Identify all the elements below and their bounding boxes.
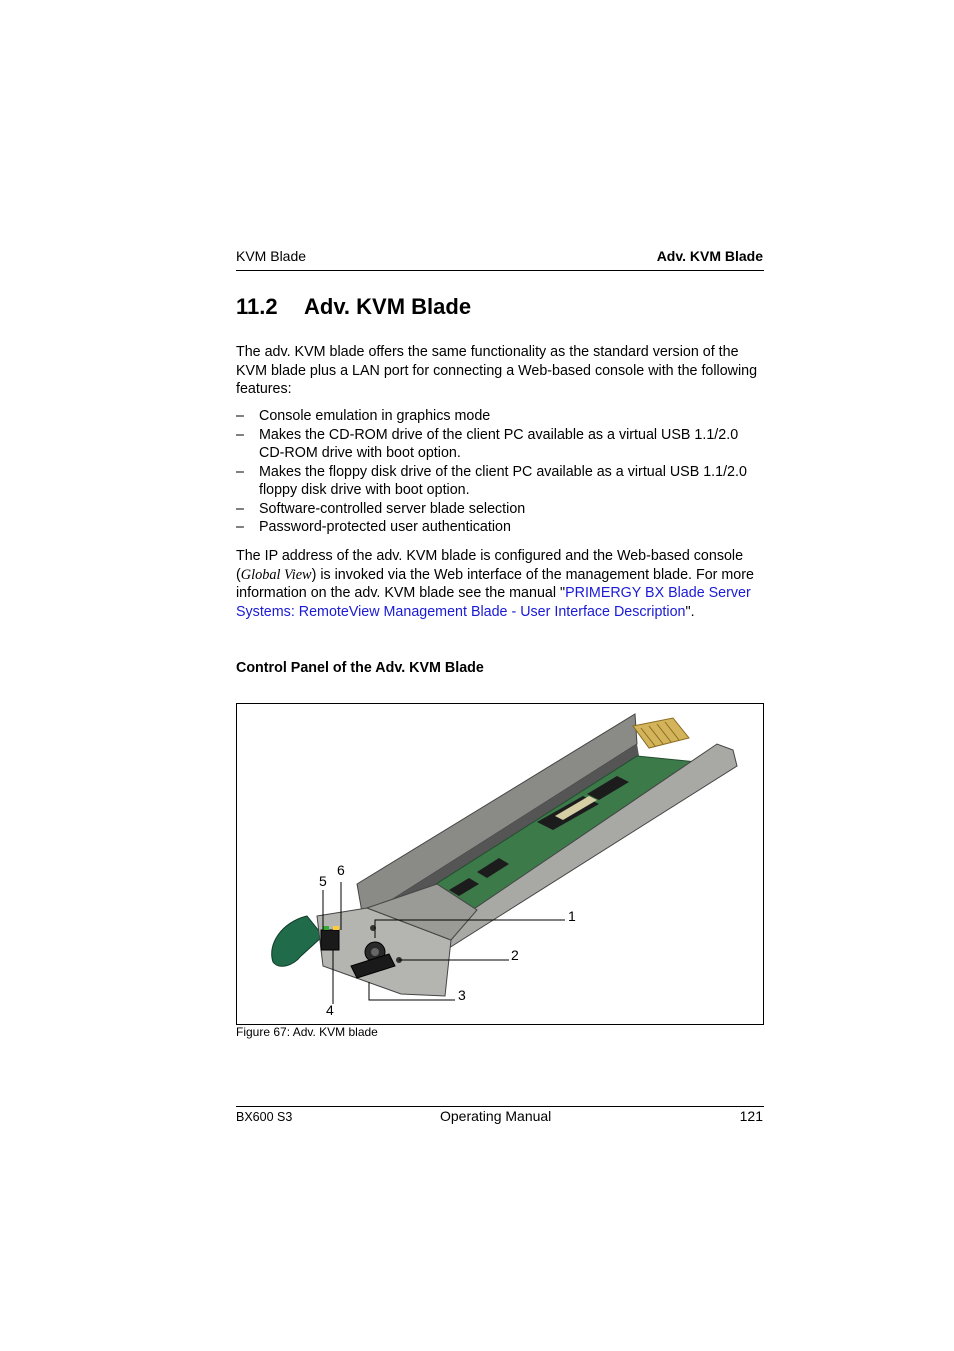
ip-text-2: ) is invoked via the Web interface of the management blade. For more information on the adv. KVM blade see the manual " xyxy=(236,566,754,601)
callout-1: 1 xyxy=(568,908,576,924)
ip-text-1: The IP address of the adv. KVM blade is configured and the Web-based console ( xyxy=(236,548,744,583)
list-item xyxy=(236,426,764,463)
list-dash: – xyxy=(236,426,244,443)
figure-caption: Figure 67: Adv. KVM blade xyxy=(236,1025,378,1039)
list-dash: – xyxy=(236,500,244,517)
section-title xyxy=(236,294,471,320)
running-header-left: KVM Blade xyxy=(236,248,307,264)
list-item-text: Makes the CD-ROM drive of the client PC available as a virtual USB 1.1/2.0 CD-ROM drive with boot option. xyxy=(259,426,739,461)
list-item-text: Makes the floppy disk drive of the client PC available as a virtual USB 1.1/2.0 floppy disk drive with boot option. xyxy=(259,463,747,498)
callout-3: 3 xyxy=(458,987,466,1003)
callout-4: 4 xyxy=(326,1002,334,1018)
list-dash: – xyxy=(236,408,244,424)
footer-title: Operating Manual xyxy=(440,1108,552,1124)
list-dash: – xyxy=(236,519,244,535)
section-title-text: Adv. KVM Blade xyxy=(304,294,472,319)
feature-list xyxy=(236,407,764,537)
kvm-blade-illustration xyxy=(237,704,763,1024)
lan-port xyxy=(321,930,339,950)
footer-product: BX600 S3 xyxy=(236,1110,293,1124)
section-number: 11.2 xyxy=(236,294,278,319)
callout-5: 5 xyxy=(319,873,327,889)
running-header-right: Adv. KVM Blade xyxy=(656,248,763,264)
list-item xyxy=(236,407,764,426)
page-number: 121 xyxy=(739,1108,763,1124)
list-item-text: Password-protected user authentication xyxy=(259,519,511,535)
intro-paragraph: The adv. KVM blade offers the same functionality as the standard version of the KVM blade plus a LAN port for connecting a Web-based console with the following features: xyxy=(236,344,758,397)
callout-2: 2 xyxy=(511,947,519,963)
subsection-heading: Control Panel of the Adv. KVM Blade xyxy=(236,660,484,676)
global-view-term: Global View xyxy=(240,566,312,583)
callout-6: 6 xyxy=(337,862,345,878)
footer-rule xyxy=(236,1106,764,1107)
ip-paragraph xyxy=(236,547,764,621)
ip-text-3: ". xyxy=(685,603,695,620)
rear-connector xyxy=(633,718,689,748)
manual-link[interactable]: PRIMERGY BX Blade Server Systems: RemoteView Management Blade - User Interface Description xyxy=(236,585,751,620)
header-rule xyxy=(236,270,764,271)
list-item-text: Software-controlled server blade selection xyxy=(259,500,526,517)
lan-led-link xyxy=(323,926,329,930)
list-item xyxy=(236,500,764,519)
figure-frame xyxy=(236,703,764,1025)
lan-led-activity xyxy=(333,926,339,930)
list-item xyxy=(236,463,764,500)
list-dash: – xyxy=(236,463,244,480)
round-connector-core xyxy=(371,948,379,956)
list-item-text: Console emulation in graphics mode xyxy=(259,408,491,424)
list-item xyxy=(236,518,764,537)
eject-handle xyxy=(272,916,323,966)
